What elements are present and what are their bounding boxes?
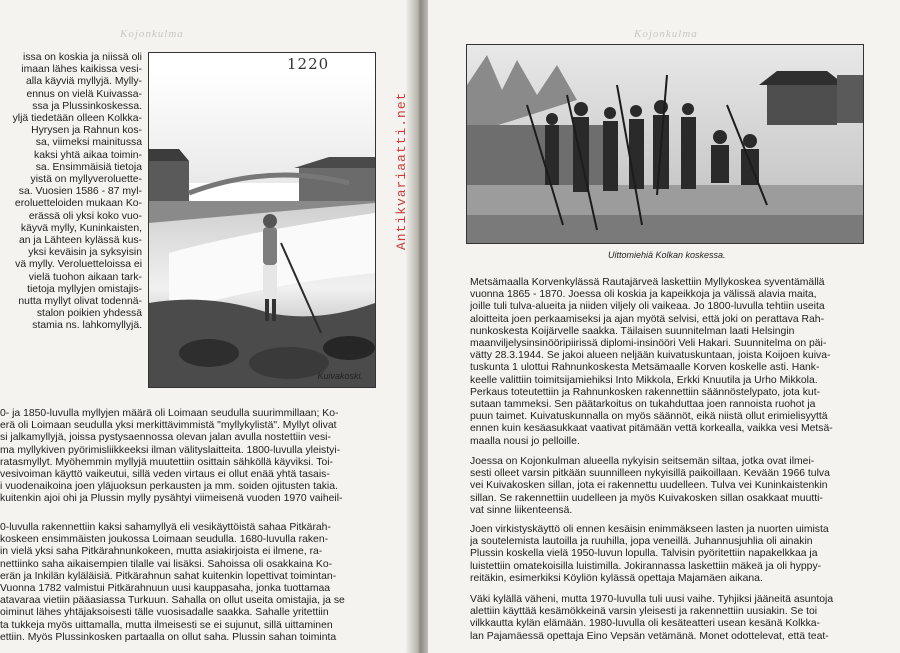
text-line: Plussin koskella vielä 1950-luvun lopulla. Talvisin pyöritettiin napakelkkaa ja [470,548,818,560]
text-line: nettiinko saha aikaisempien tilalle vai lisäksi. Sahoissa oli osakkaina Ko- [0,558,333,570]
text-line: yljä tiedetään olleen Kolkka- [12,113,142,125]
text-line: sillan. Se rakennettiin uudelleen ja myös Kuivakosken sillan osakkaat muutti- [470,492,823,504]
text-line: nunkoskesta Koijärvelle saakka. Täilaisen suunnitelman laati Helsingin [470,325,795,337]
text-line: sutaan tammeksi. Sen päätarkoitus on tukahduttaa joen rannoista ruohot ja [470,399,816,411]
text-line: erän ja Inkilän kyläläisiä. Pitkärahnun sahat kuitenkin lopettivat toimintan- [0,570,337,582]
text-line: vilkkautta kylän elämään. 1980-luvulla oli kesäteatteri usean kesänä Kolkka- [470,618,821,630]
text-line: reitäkin, esimerkiksi Köyliön kylässä opettaja Majamäen aikana. [470,572,763,584]
text-line: kuitenkin ajoi ohi ja Plussin mylly pysähtyi viimeisenä vuoden 1970 vaiheil- [0,493,343,505]
text-line: atavaraa vietiin pääasiassa Turkuun. Sahalla on ollut useita omistajia, ja se [0,595,345,607]
right-paragraph-recreation [470,524,900,585]
text-line: oiminut lähes yhtäjaksoisesti tälle vuosisadalle saakka. Sahalle yritettiin [0,607,329,619]
text-line: ennus on vielä Kuivassa- [26,88,142,100]
text-line: koskeen ensimmäisten joukossa Loimaan seudulla. 1680-luvulla raken- [0,534,329,546]
right-photo-caption: Uittomiehiä Kolkan koskessa. [608,250,726,260]
text-line: ta tukkeja myös uittamalla, mutta ilmeisesti se ei sujunut, sillä uittaminen [0,619,333,631]
text-line: nutta myllyt olivat todennä- [18,296,142,308]
left-photo-caption: Kuivakoski. [317,371,363,381]
text-line: keelle valittiin toimitsijamiehiksi Into Mikkola, Erkki Knuutila ja Urho Mikkola. [470,374,818,386]
kuivakoski-photo [148,52,376,388]
text-line: maanviljelysinsinööripiirissä diplomi-insinööri Veli Hakari. Suunnitelma on päi- [470,338,827,350]
text-line: issa on koskia ja niissä oli [23,52,142,63]
left-page [0,0,412,653]
text-line: si jalkamyllyjä, joissa pystysaennossa olevan jalan avulla nostettiin vesi- [0,432,331,444]
text-line: Joessa on Kojonkulman alueella nykyisin seitsemän siltaa, jotka ovat ilmei- [470,456,815,467]
text-line: 0- ja 1850-luvulla myllyjen määrä oli Loimaan seudulla suurimmillaan; Ko- [0,408,339,419]
text-line: puun taimet. Kuivatuskunnalla on myös säännöt, eikä niistä ollut erimielisyyttä [470,411,828,423]
text-line: an ja Lähteen kylässä kus- [18,235,142,247]
left-intro-paragraph [0,52,142,333]
text-line: vei Kuivakosken sillan, jota ei rakennettu uudelleen. Tulva vei Kuninkaistenkin [470,480,828,492]
log-floaters-photo-image [467,45,863,243]
text-line: maalla nousi jo pelloille. [470,435,580,447]
text-line: käyvä mylly, Kuninkaisten, [20,222,142,234]
text-line: erä oli Loimaan seudulla yksi merkittävimmistä "myllykylistä". Myllyt olivat [0,420,337,432]
left-paragraph-mills [0,408,404,506]
left-running-header: Kojonkulma [120,28,184,40]
text-line: alla käyviä myllyjä. Mylly- [25,76,142,88]
text-line: vesivoiman käyttö vaikeutui, sillä veden virtaus ei ollut enää yhtä tasais- [0,469,330,481]
watermark: Antikvariaatti.net [394,91,409,250]
text-line: vätty 28.3.1944. Se jakoi alueen neljään kuivatuskuntaan, joista Koijoen kuiva- [470,350,831,362]
text-line: ratasmyllyt. Myöhemmin myllyjä muutettiin osittain sähköllä käyviksi. Toi- [0,456,333,468]
text-line: stalon poikien yhdessä [36,308,142,320]
text-line: Vuonna 1782 valmistui Pitkärahnuun uusi kauppasaha, jonka tuottamaa [0,583,331,595]
text-line: ennen kuin kesäasukkaat vaativat pitämään vettä korkealla, vaikka vesi Metsä- [470,423,833,435]
right-paragraph-summer [470,594,900,643]
text-line: luistettiin omatekoisilla luistimilla. Jokirannassa laskettiin mäkeä ja oli hyppy- [470,560,822,572]
text-line: Perkaus toteutettiin ja Rahnunkosken rakennettiin säännöstelypato, jota kut- [470,386,821,398]
text-line: ma myllykiven pyörimisliikkeeksi ilman välityslaitteita. 1800-luvulla yleistyi- [0,444,341,456]
text-line: Metsämaalla Korvenkylässä Rautajärveä laskettiin Myllykoskea syventämällä [470,277,825,288]
text-line: erässä oli yksi koko vuo- [28,210,142,222]
text-line: sa. Ensimmäisiä tietoja [35,161,142,173]
right-paragraph-drainage [470,277,900,448]
right-running-header: Kojonkulma [634,28,698,40]
text-line: lan Pajamäessä opettaja Eino Vepsän vetämänä. Monet odottelevat, että teat- [470,630,829,642]
text-line: Väki kylällä väheni, mutta 1970-luvulla tuli uusi vaihe. Tyhjiksi jääneitä asuntoja [470,594,834,605]
text-line: eroluetteloiden mukaan Ko- [14,198,142,210]
log-floaters-photo [466,44,864,244]
photo-handwriting: 1220 [287,55,330,73]
text-line: alettiin käyttää kesämökkeinä varsin yleisesti ja rakennettiin uusiakin. Se toi [470,606,818,618]
text-line: sesti olleet varsin pitkään suunnilleen nykyisillä paikoillaan. Kevään 1966 tulva [470,468,830,480]
right-page [428,0,900,653]
text-line: vielä tuohon aikaan tark- [28,271,142,283]
text-line: tietoja myllyjen omistajis- [27,283,142,295]
text-line: tuskunta 1 ulottui Rahnunkoskesta Metsämaalle Korven koskelle asti. Hank- [470,362,820,374]
text-line: ssa ja Plussinkoskessa. [32,100,142,112]
kuivakoski-photo-image [149,53,375,387]
text-line: ja soutelemista lautoilla ja ruuhilla, jopa veneillä. Juhannusjuhlia oli ainakin [470,536,813,548]
text-line: joille tuli tulva-alueita ja niiden viljely oli vaikeaa. Jo 1800-luvulla tehtiin useita [470,301,825,313]
text-line: Hyrysen ja Rahnun kos- [31,125,142,137]
text-line: vä mylly. Veroluetteloissa ei [15,259,142,271]
right-paragraph-bridges [470,456,900,517]
text-line: aloitteita joen perkaamiseksi ja ajan myötä selvisi, että joki on perattava Rah- [470,313,825,325]
text-line: vuonna 1865 - 1870. Joessa oli koskia ja kapeikkoja ja välissä alavia maita, [470,289,817,301]
text-line: 0-luvulla rakennettiin kaksi sahamyllyä eli vesikäyttöistä sahaa Pitkärah- [0,522,331,533]
left-paragraph-sawmills [0,522,404,644]
text-line: in vielä yksi saha Pitkärahnunkokeen, mutta asiakirjoista ei ilmene, ra- [0,546,323,558]
text-line: imaan lähes kaikissa vesi- [21,64,142,76]
text-line: stamia ns. lahkomyllyjä. [32,320,142,332]
text-line: sa. Vuosien 1586 - 87 myl- [18,186,142,198]
text-line: Joen virkistyskäyttö oli ennen kesäisin enimmäkseen lasten ja nuorten uimista [470,524,829,535]
text-line: kaksi yhtä aikaa toimin- [34,149,142,161]
text-line: i vuodenaikoina joen yläjuoksun perkausten ja mm. soiden ojitusten takia. [0,481,338,493]
text-line: yistä on myllyveroluette- [30,174,142,186]
text-line: ettiin. Myös Plussinkosken partaalla on ollut saha. Plussin sahan toiminta [0,631,337,643]
text-line: sa, viimeksi mainitussa [35,137,142,149]
text-line: vat sinne liikenteensä. [470,504,573,516]
text-line: yksi keväisin ja syksyisin [28,247,142,259]
